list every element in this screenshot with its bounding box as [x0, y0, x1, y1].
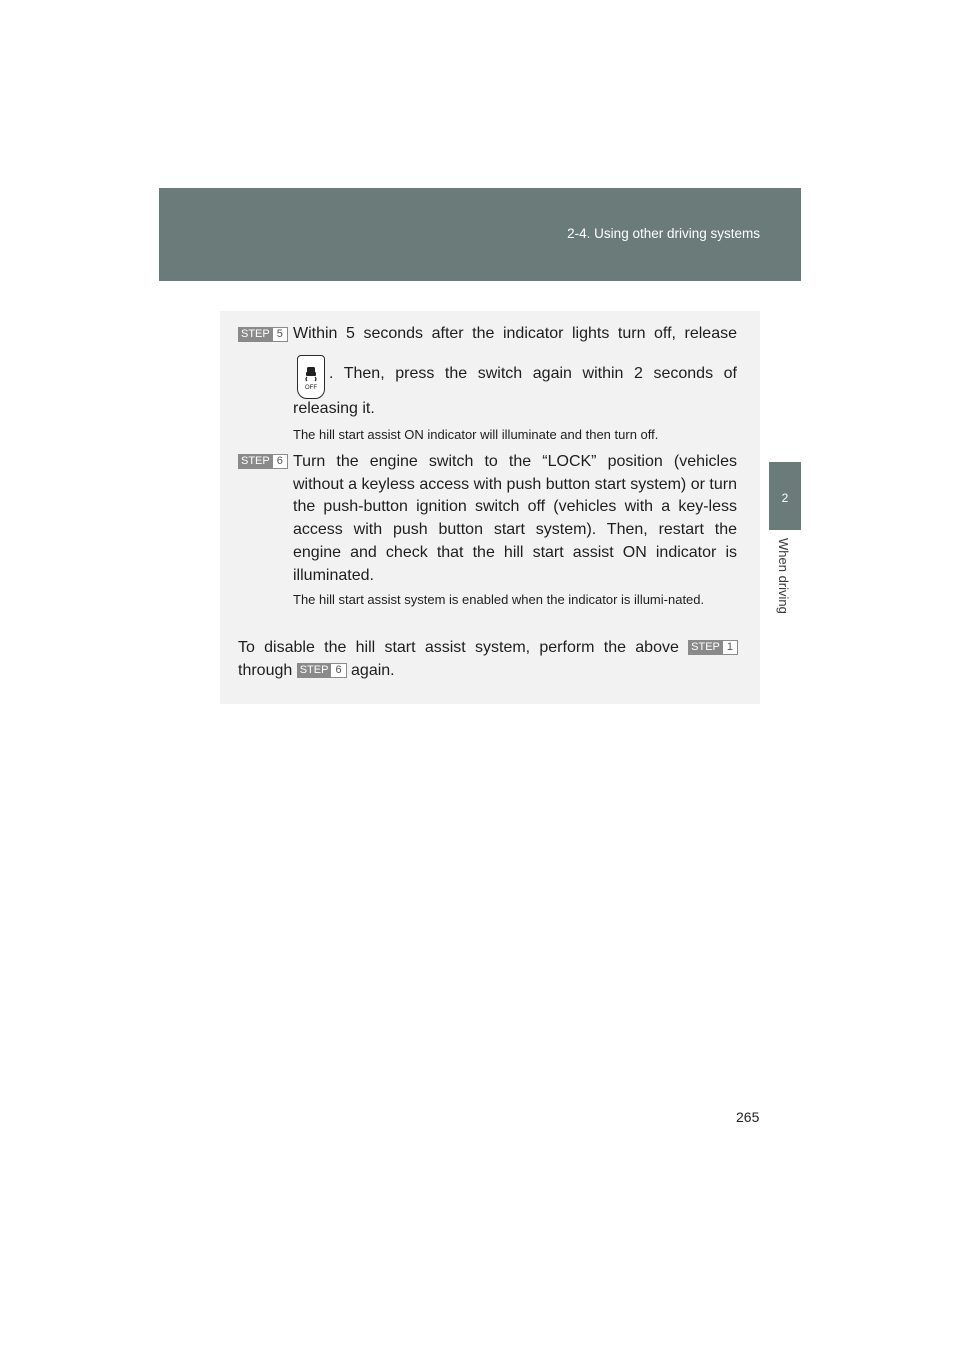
step-6-badge: STEP 6: [238, 454, 288, 469]
step-6-text: Turn the engine switch to the “LOCK” position (vehicles without a keyless access with push button start system) or turn the push-button ignition switch off (vehicles with a key-less access with push button start system). Then, restart the engine and check that the hill start assist ON indicator is illuminated.: [293, 453, 737, 584]
step-5-line-2: . Then, press the switch again within 2 seconds of: [329, 365, 737, 382]
header-bar: [159, 188, 801, 281]
step-5-note: The hill start assist ON indicator will illuminate and then turn off.: [293, 427, 659, 442]
content-box: [220, 311, 760, 704]
hill-start-assist-off-switch-icon: [297, 355, 325, 399]
step-5-line-3: releasing it.: [293, 400, 375, 417]
step-6-inline-badge: STEP 6: [297, 663, 347, 678]
disable-instruction-line-1: To disable the hill start assist system, perform the above STEP 1: [238, 637, 738, 660]
step-5-badge: STEP 5: [238, 327, 288, 342]
disable-instruction-line-2: through STEP 6 again.: [238, 662, 395, 679]
chapter-tab: [769, 462, 801, 530]
page-number: 265: [736, 1109, 760, 1125]
chapter-label: [769, 538, 801, 628]
chapter-number: 2: [781, 491, 789, 505]
step-1-badge: STEP 1: [688, 640, 738, 655]
section-title: 2-4. Using other driving systems: [567, 226, 760, 241]
step-5-line-1: Within 5 seconds after the indicator lights turn off, release: [293, 325, 737, 342]
step-6-note: The hill start assist system is enabled when the indicator is illumi-nated.: [293, 592, 705, 607]
switch-off-label: OFF: [305, 385, 317, 391]
vehicle-skid-icon: [298, 356, 324, 398]
chapter-label-text: When driving: [776, 538, 791, 614]
step-5-switch-line: [293, 355, 737, 397]
